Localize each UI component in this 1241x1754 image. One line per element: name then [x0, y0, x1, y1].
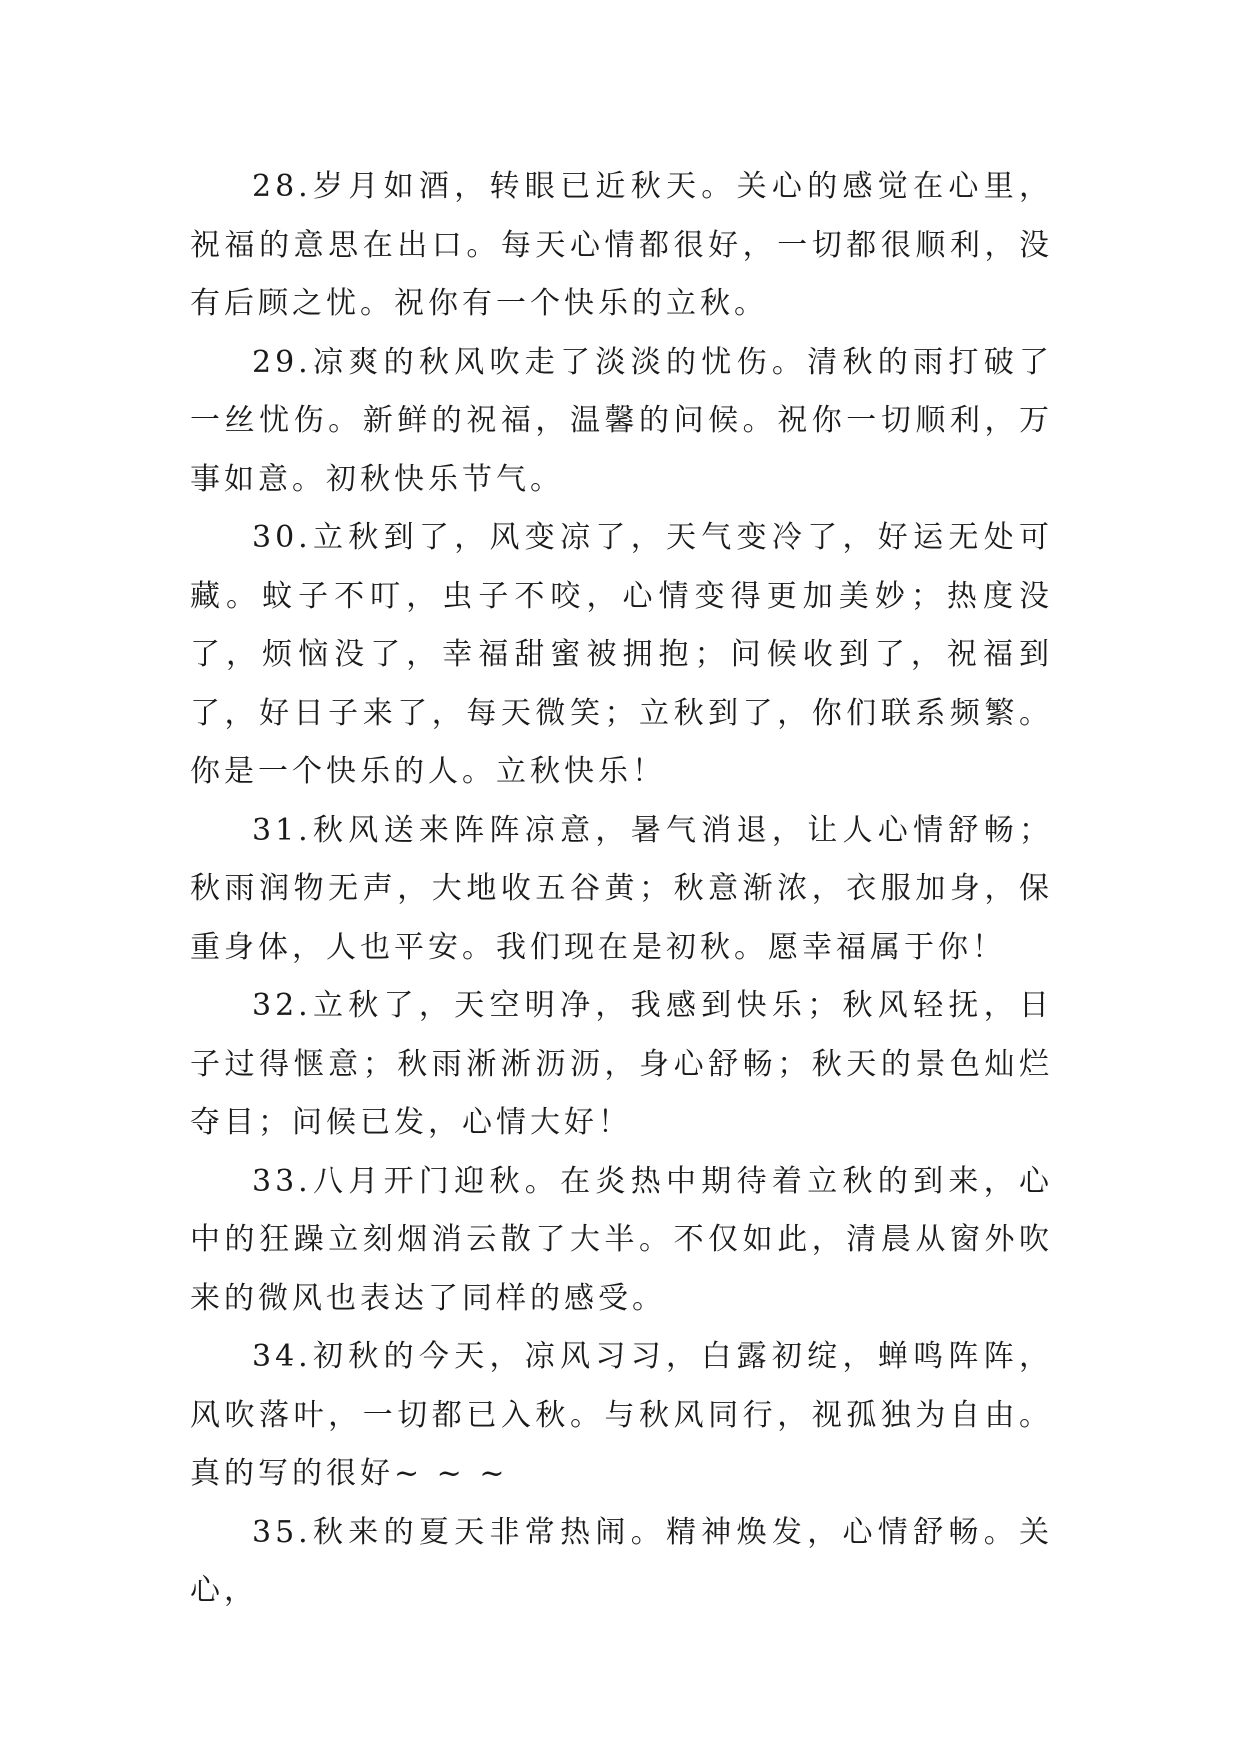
paragraph-29: 29.凉爽的秋风吹走了淡淡的忧伤。清秋的雨打破了一丝忧伤。新鲜的祝福，温馨的问候。祝你一切顺利，万事如意。初秋快乐节气。: [190, 344, 1053, 497]
paragraph-30: 30.立秋到了，风变凉了，天气变冷了，好运无处可藏。蚊子不叮，虫子不咬，心情变得更加美妙；热度没了，烦恼没了，幸福甜蜜被拥抱；问候收到了，祝福到了，好日子来了，每天微笑；立秋到了，你们联系频繁。你是一个快乐的人。立秋快乐！: [190, 520, 1053, 789]
document-body: [190, 158, 1053, 1621]
paragraph-31: 31.秋风送来阵阵凉意，暑气消退，让人心情舒畅；秋雨润物无声，大地收五谷黄；秋意渐浓，衣服加身，保重身体，人也平安。我们现在是初秋。愿幸福属于你！: [190, 812, 1053, 965]
paragraph-28: 28.岁月如酒，转眼已近秋天。关心的感觉在心里，祝福的意思在出口。每天心情都很好，一切都很顺利，没有后顾之忧。祝你有一个快乐的立秋。: [190, 169, 1053, 321]
paragraph-35: 35.秋来的夏天非常热闹。精神焕发，心情舒畅。关心，: [190, 1514, 1053, 1608]
paragraph-34: 34.初秋的今天，凉风习习，白露初绽，蝉鸣阵阵，风吹落叶，一切都已入秋。与秋风同行，视孤独为自由。真的写的很好~ ~ ~: [190, 1339, 1053, 1491]
paragraph-32: 32.立秋了，天空明净，我感到快乐；秋风轻抚，日子过得惬意；秋雨淅淅沥沥，身心舒畅；秋天的景色灿烂夺目；问候已发，心情大好！: [190, 988, 1053, 1140]
paragraph-33: 33.八月开门迎秋。在炎热中期待着立秋的到来，心中的狂躁立刻烟消云散了大半。不仅如此，清晨从窗外吹来的微风也表达了同样的感受。: [190, 1163, 1053, 1316]
